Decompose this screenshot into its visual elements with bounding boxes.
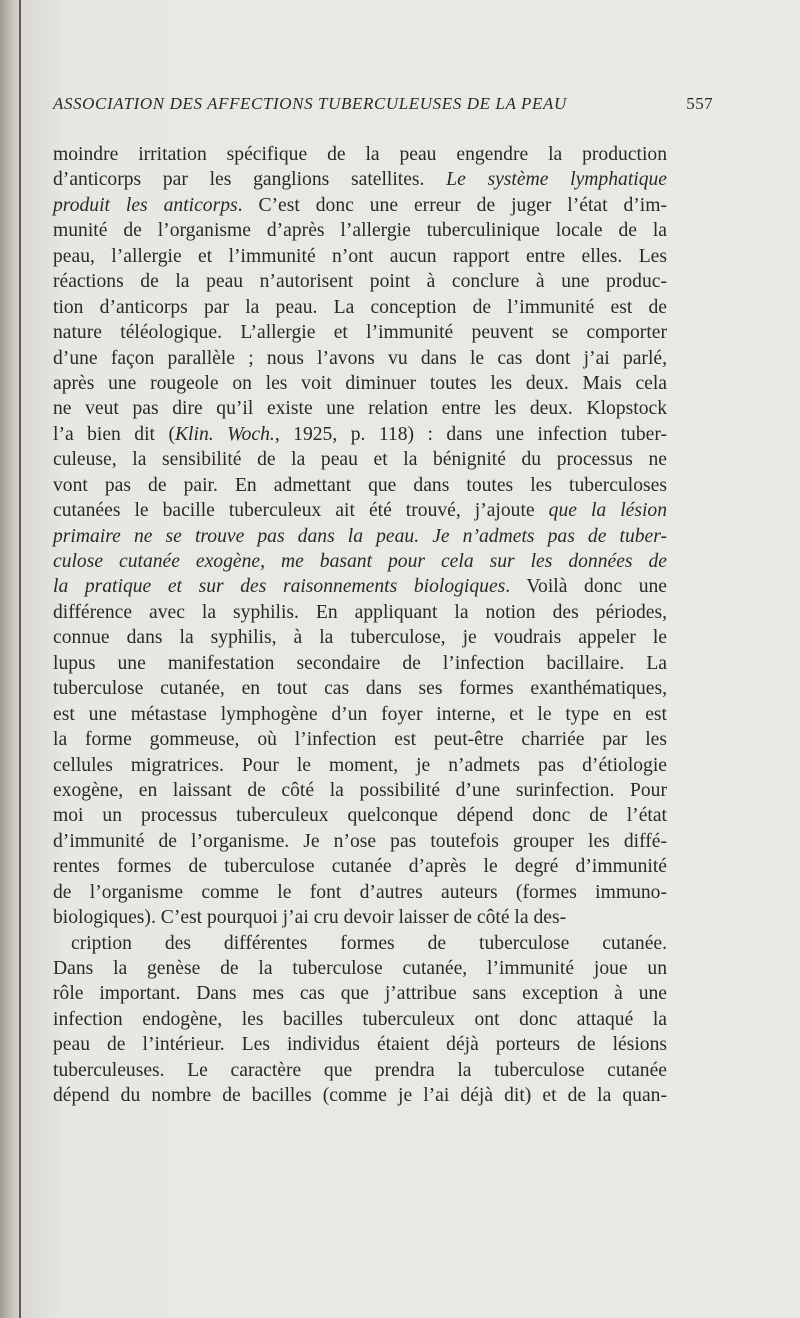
text-run: peau, l’allergie et l’immunité n’ont aucun rapport entre elles. Les bbox=[53, 245, 667, 267]
text-line bbox=[53, 218, 667, 243]
text-run: cription des différentes formes de tuberculose cutanée. bbox=[71, 932, 667, 954]
text-run: tuberculeuses. Le caractère que prendra la tuberculose cutanée bbox=[53, 1059, 667, 1081]
text-line bbox=[53, 396, 667, 421]
text-run: moindre irritation spécifique de la peau engendre la production bbox=[53, 144, 667, 165]
text-line bbox=[53, 498, 667, 523]
text-run: ne veut pas dire qu’il existe une relation entre les deux. Klopstock bbox=[53, 398, 667, 420]
text-line bbox=[53, 574, 667, 599]
text-run: d’une façon parallèle ; nous l’avons vu dans le cas dont j’ai parlé, bbox=[53, 347, 667, 369]
text-line bbox=[53, 244, 667, 269]
text-line bbox=[53, 753, 667, 778]
text-line bbox=[53, 651, 667, 676]
text-run: de l’organisme comme le font d’autres auteurs (formes immuno- bbox=[53, 881, 667, 903]
text-line bbox=[53, 320, 667, 345]
text-line bbox=[53, 854, 667, 879]
text-run: dépend du nombre de bacilles (comme je l’ai déjà dit) et de la quan- bbox=[53, 1085, 667, 1107]
text-line bbox=[53, 702, 667, 727]
text-run: biologiques). C’est pourquoi j’ai cru devoir laisser de côté la des- bbox=[53, 907, 567, 929]
text-line bbox=[53, 931, 667, 956]
text-run: tuberculose cutanée, en tout cas dans ses formes exanthématiques, bbox=[53, 678, 667, 700]
italic-run: produit les anticorps bbox=[53, 194, 238, 216]
book-page bbox=[21, 0, 800, 1318]
text-line bbox=[53, 880, 667, 905]
text-run: lupus une manifestation secondaire de l’infection bacillaire. La bbox=[53, 652, 667, 674]
text-run: est une métastase lymphogène d’un foyer interne, et le type en est bbox=[53, 703, 667, 725]
text-run: nature téléologique. L’allergie et l’immunité peuvent se comporter bbox=[53, 322, 667, 344]
text-run: la forme gommeuse, où l’infection est peut-être charriée par les bbox=[53, 729, 667, 751]
text-line bbox=[53, 193, 667, 218]
text-line bbox=[53, 524, 667, 549]
text-line bbox=[53, 371, 667, 396]
text-line bbox=[53, 905, 667, 930]
text-run: culeuse, la sensibilité de la peau et la bénignité du processus ne bbox=[53, 449, 667, 471]
text-run: exogène, en laissant de côté la possibilité d’une surinfection. Pour bbox=[53, 779, 667, 801]
text-line bbox=[53, 803, 667, 828]
italic-run: Klin. Woch. bbox=[174, 423, 275, 445]
text-line bbox=[53, 1083, 667, 1108]
text-line bbox=[53, 422, 667, 447]
text-line bbox=[53, 142, 667, 167]
text-run: rôle important. Dans mes cas que j’attribue sans exception à une bbox=[53, 983, 667, 1005]
page-number: 557 bbox=[686, 94, 713, 113]
text-run: . C’est donc une erreur de juger l’état d’im- bbox=[237, 194, 667, 216]
text-line bbox=[53, 981, 667, 1006]
body-text bbox=[53, 142, 667, 1109]
text-run: vont pas de pair. En admettant que dans toutes les tuberculoses bbox=[53, 474, 667, 496]
text-run: tion d’anticorps par la peau. La conception de l’immunité est de bbox=[53, 296, 667, 318]
italic-run: la pratique et sur des raisonnements biologiques bbox=[53, 576, 506, 598]
text-run: . Voilà donc une bbox=[505, 576, 668, 598]
text-line bbox=[53, 956, 667, 981]
text-run: connue dans la syphilis, à la tuberculose, je voudrais appeler le bbox=[53, 627, 667, 649]
text-run: cellules migratrices. Pour le moment, je n’admets pas d’étiologie bbox=[53, 754, 667, 776]
text-run: cutanées le bacille tuberculeux ait été trouvé, j’ajoute bbox=[53, 500, 549, 522]
text-line bbox=[53, 549, 667, 574]
text-line bbox=[53, 625, 667, 650]
running-title: ASSOCIATION DES AFFECTIONS TUBERCULEUSES DE LA PEAU bbox=[53, 94, 567, 113]
text-line bbox=[53, 447, 667, 472]
text-run: munité de l’organisme d’après l’allergie tuberculinique locale de la bbox=[53, 220, 667, 242]
binding-shadow bbox=[0, 0, 20, 1318]
italic-run: Le système lymphatique bbox=[446, 169, 667, 191]
text-line bbox=[53, 1032, 667, 1057]
text-run: réactions de la peau n’autorisent point à conclure à une produc- bbox=[53, 271, 667, 293]
text-line bbox=[53, 473, 667, 498]
text-line bbox=[53, 167, 667, 192]
italic-run: primaire ne se trouve pas dans la peau. Je n’admets pas de tuber- bbox=[53, 525, 667, 547]
text-line bbox=[53, 295, 667, 320]
text-run: Dans la genèse de la tuberculose cutanée, l’immunité joue un bbox=[53, 958, 667, 979]
text-line bbox=[53, 676, 667, 701]
text-line bbox=[53, 346, 667, 371]
text-run: après une rougeole on les voit diminuer toutes les deux. Mais cela bbox=[53, 372, 667, 394]
text-run: moi un processus tuberculeux quelconque dépend donc de l’état bbox=[53, 805, 667, 827]
italic-run: que la lésion bbox=[548, 500, 668, 522]
text-run: peau de l’intérieur. Les individus étaient déjà porteurs de lésions bbox=[53, 1034, 667, 1056]
text-run: d’anticorps par les ganglions satellites. bbox=[53, 169, 447, 191]
italic-run: culose cutanée exogène, me basant pour cela sur les données de bbox=[53, 551, 667, 572]
text-line bbox=[53, 1058, 667, 1083]
text-line bbox=[53, 778, 667, 803]
text-run: infection endogène, les bacilles tuberculeux ont donc attaqué la bbox=[53, 1008, 667, 1030]
text-run: d’immunité de l’organisme. Je n’ose pas toutefois grouper les diffé- bbox=[53, 830, 667, 852]
running-head bbox=[53, 94, 713, 120]
text-run: rentes formes de tuberculose cutanée d’après le degré d’immunité bbox=[53, 856, 667, 878]
text-run: l’a bien dit ( bbox=[53, 423, 175, 445]
text-line bbox=[53, 1007, 667, 1032]
text-run: , 1925, p. 118) : dans une infection tuber- bbox=[274, 423, 667, 445]
text-line bbox=[53, 269, 667, 294]
text-line bbox=[53, 727, 667, 752]
text-line bbox=[53, 829, 667, 854]
text-run: différence avec la syphilis. En appliquant la notion des périodes, bbox=[53, 601, 667, 623]
text-line bbox=[53, 600, 667, 625]
